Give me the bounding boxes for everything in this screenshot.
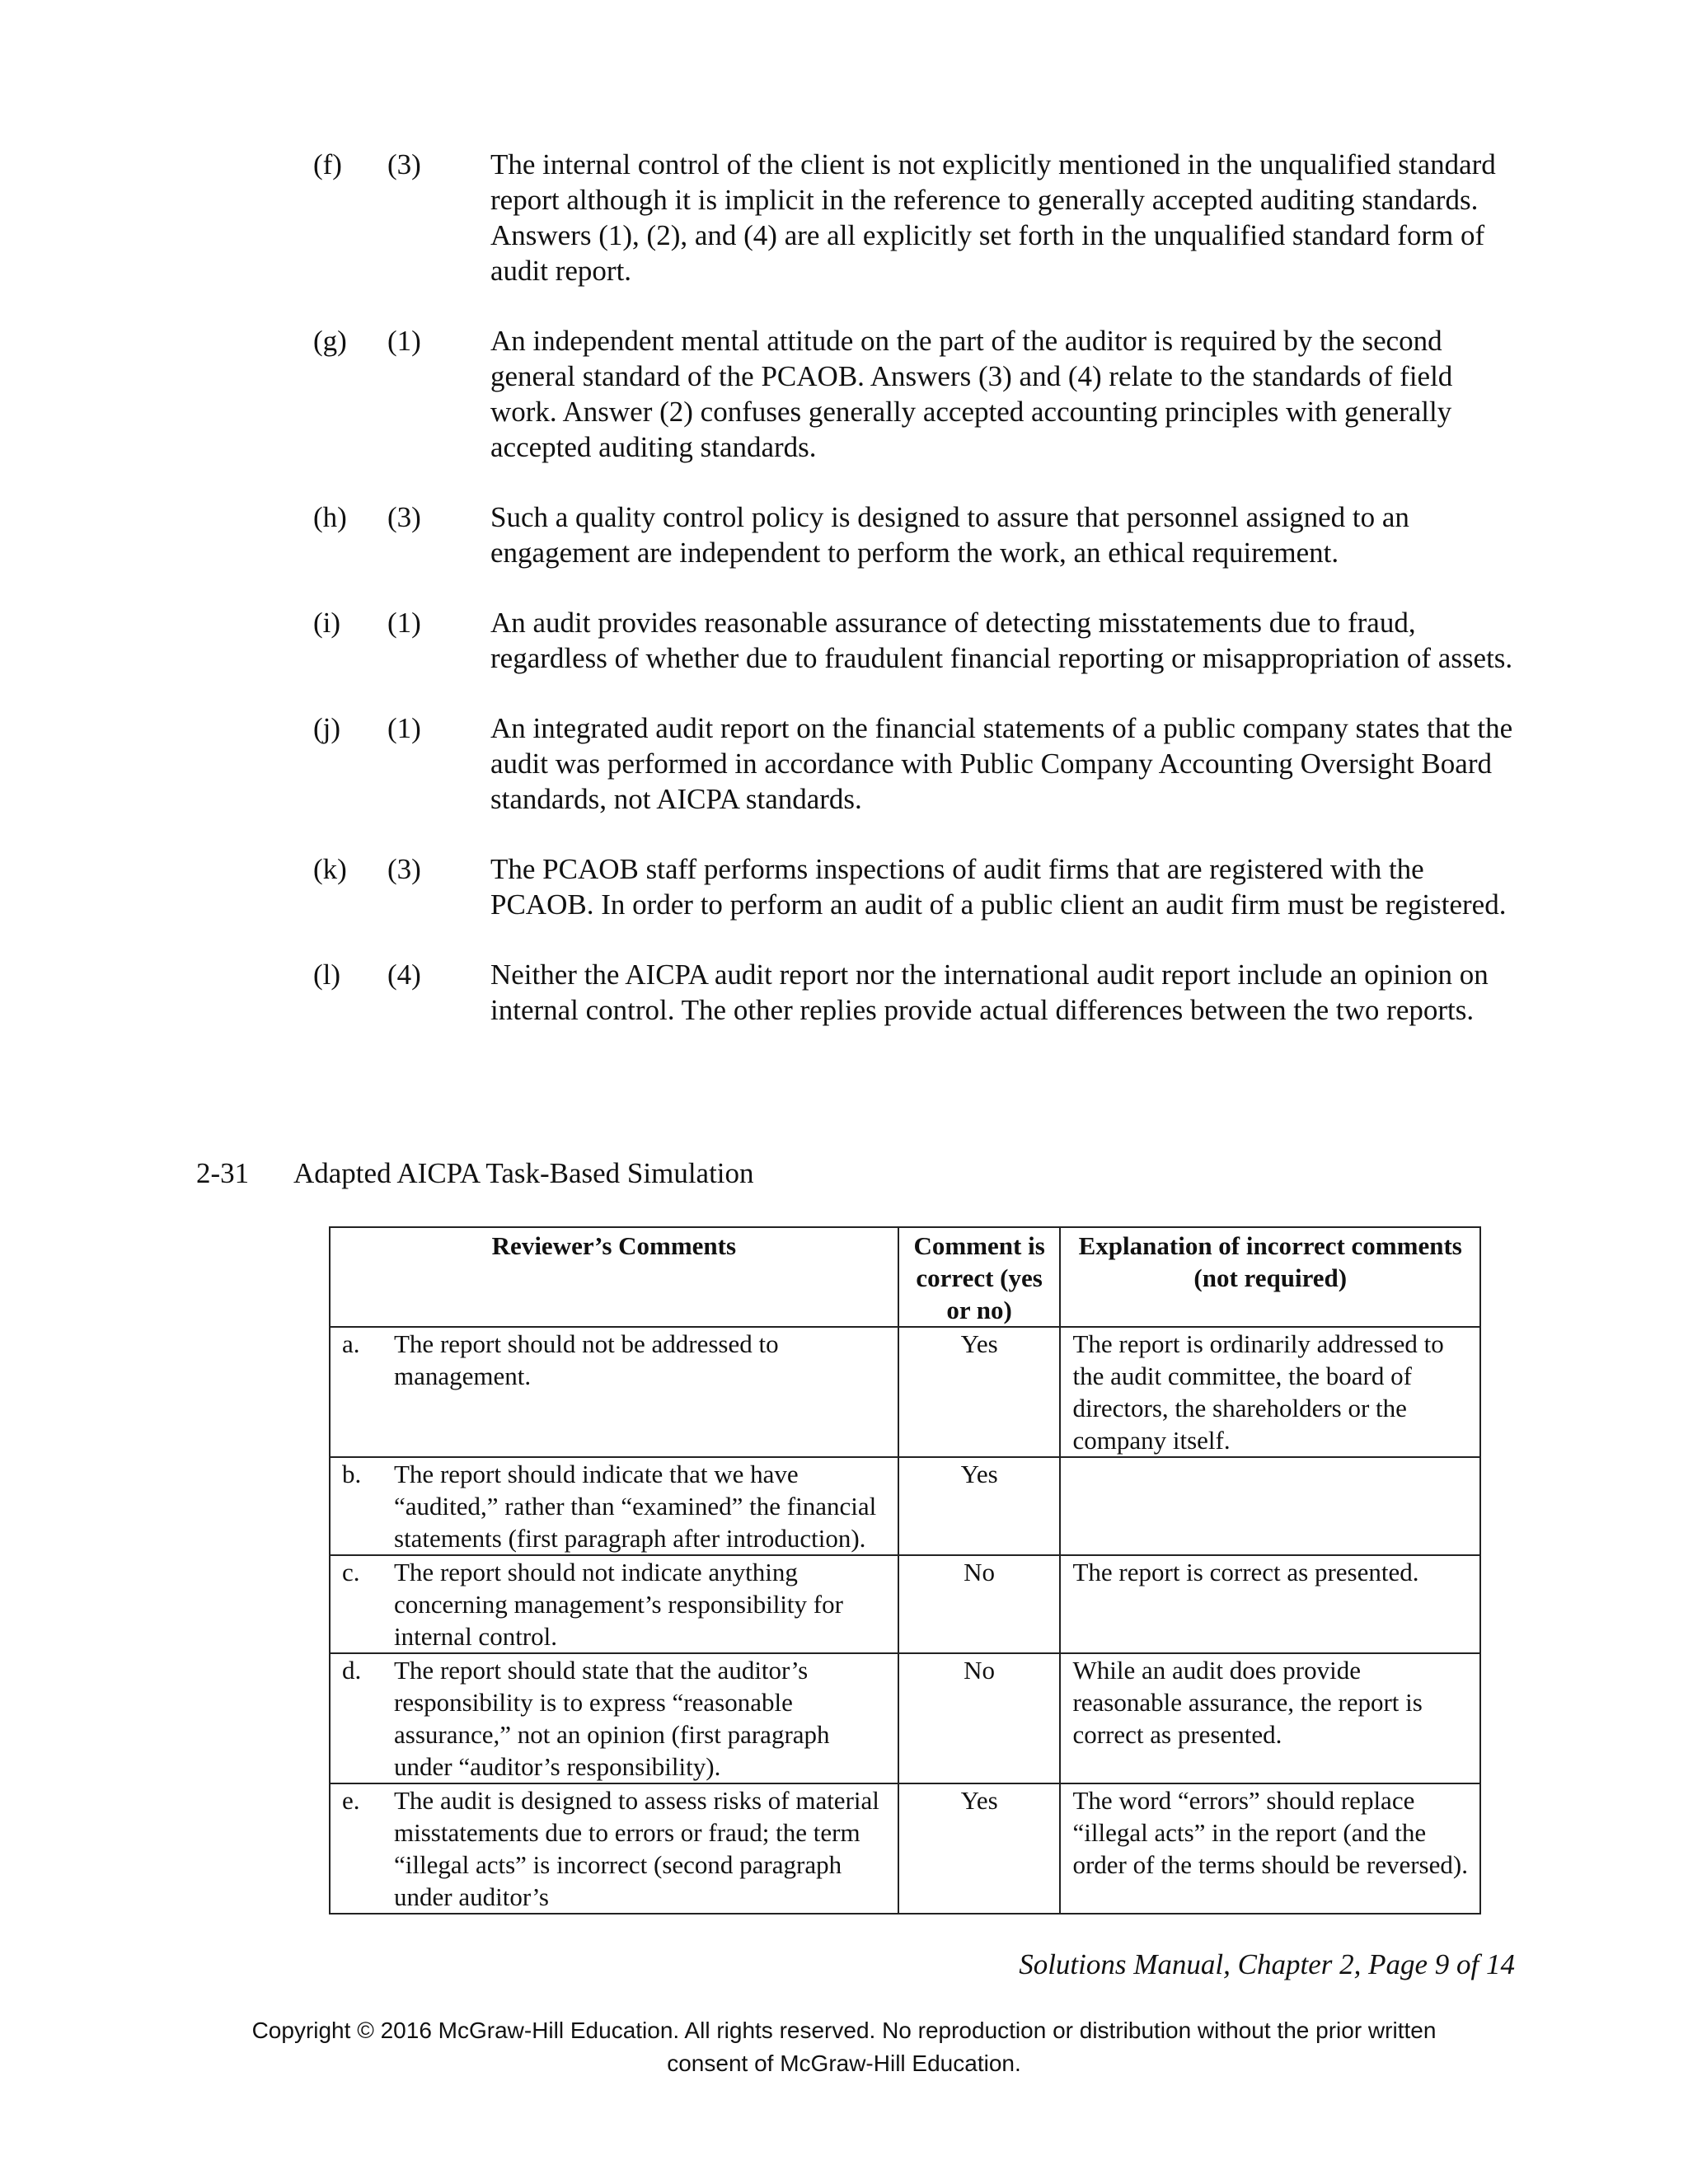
row-letter: c.: [342, 1558, 360, 1586]
comment-cell: [330, 1783, 898, 1914]
comment-text: The report should indicate that we have “audited,” rather than “examined” the financial statements (first paragraph after introduction).: [394, 1460, 877, 1553]
correct-cell: Yes: [898, 1327, 1061, 1457]
explanation-cell: The report is ordinarily addressed to the audit committee, the board of directors, the shareholders or the company itself.: [1060, 1327, 1480, 1457]
header-comment-correct: Comment is correct (yes or no): [898, 1227, 1061, 1327]
answer-letter: (f): [313, 148, 342, 180]
answer-text: The internal control of the client is not explicitly mentioned in the unqualified standard report although it is implicit in the reference to generally accepted auditing standards. Answers (1), (2), and (4) are all explicitly set forth in the unqualified standard form of audit report.: [490, 148, 1496, 287]
answer-letter: (i): [313, 607, 341, 639]
explanation-cell: The word “errors” should replace “illegal acts” in the report (and the order of the terms should be reversed).: [1060, 1783, 1480, 1914]
answer-text: An audit provides reasonable assurance of detecting misstatements due to fraud, regardless of whether due to fraudulent financial reporting or misappropriation of assets.: [490, 607, 1513, 674]
comment-text: The report should not indicate anything concerning management’s responsibility for internal control.: [394, 1558, 843, 1651]
explanation-cell: The report is correct as presented.: [1060, 1555, 1480, 1653]
correct-cell: Yes: [898, 1457, 1061, 1555]
row-letter: d.: [342, 1656, 362, 1685]
comment-cell: [330, 1653, 898, 1783]
answer-item-f: [313, 147, 1525, 288]
section-heading: [196, 1155, 754, 1191]
answer-number: (3): [387, 148, 421, 180]
answer-number: (1): [387, 712, 421, 744]
correct-cell: No: [898, 1555, 1061, 1653]
answer-number: (3): [387, 853, 421, 885]
header-explanation: Explanation of incorrect comments (not required): [1060, 1227, 1480, 1327]
header-reviewers-comments: Reviewer’s Comments: [330, 1227, 898, 1327]
table-row: [330, 1783, 1480, 1914]
answer-item-i: [313, 605, 1525, 676]
reviewer-comments-table: [329, 1226, 1481, 1915]
row-letter: e.: [342, 1786, 360, 1815]
table-row: [330, 1457, 1480, 1555]
answer-text: An integrated audit report on the financial statements of a public company states that the audit was performed in accordance with Public Company Accounting Oversight Board standards, not AICPA standards.: [490, 712, 1513, 815]
answer-text: The PCAOB staff performs inspections of audit firms that are registered with the PCAOB. In order to perform an audit of a public client an audit firm must be registered.: [490, 853, 1507, 921]
comment-text: The report should state that the auditor’s responsibility is to express “reasonable assurance,” not an opinion (first paragraph under “auditor’s responsibility).: [394, 1656, 830, 1781]
table-row: [330, 1327, 1480, 1457]
answer-letter: (g): [313, 325, 347, 357]
answer-item-g: [313, 323, 1525, 465]
row-letter: b.: [342, 1460, 362, 1488]
explanation-cell: While an audit does provide reasonable assurance, the report is correct as presented.: [1060, 1653, 1480, 1783]
answer-item-l: [313, 957, 1525, 1028]
answer-number: (1): [387, 325, 421, 357]
correct-cell: Yes: [898, 1783, 1061, 1914]
answer-letter: (j): [313, 712, 341, 744]
correct-cell: No: [898, 1653, 1061, 1783]
row-letter: a.: [342, 1329, 360, 1358]
answer-number: (3): [387, 501, 421, 533]
answer-item-h: [313, 499, 1525, 570]
section-number: 2-31: [196, 1157, 250, 1189]
copyright-notice: [0, 2014, 1688, 2080]
comment-text: The report should not be addressed to management.: [394, 1329, 779, 1390]
answer-number: (4): [387, 958, 421, 991]
answer-number: (1): [387, 607, 421, 639]
explanation-cell: [1060, 1457, 1480, 1555]
table-row: [330, 1653, 1480, 1783]
table-row: [330, 1555, 1480, 1653]
comment-cell: [330, 1327, 898, 1457]
copyright-line-2: consent of McGraw-Hill Education.: [667, 2050, 1021, 2076]
comment-cell: [330, 1555, 898, 1653]
answer-item-j: [313, 710, 1525, 817]
comment-cell: [330, 1457, 898, 1555]
answer-item-k: [313, 851, 1525, 922]
answer-letter: (h): [313, 501, 347, 533]
answer-text: Such a quality control policy is designed to assure that personnel assigned to an engagement are independent to perform the work, an ethical requirement.: [490, 501, 1409, 569]
table-header-row: [330, 1227, 1480, 1327]
answer-list: [313, 147, 1525, 1062]
answer-text: An independent mental attitude on the part of the auditor is required by the second general standard of the PCAOB. Answers (3) and (4) relate to the standards of field work. Answer (2) confuses generally accepted accounting principles with generally accepted auditing standards.: [490, 325, 1453, 463]
answer-letter: (k): [313, 853, 347, 885]
section-title: Adapted AICPA Task-Based Simulation: [293, 1157, 754, 1189]
page-footer-label: Solutions Manual, Chapter 2, Page 9 of 14: [1019, 1948, 1515, 1980]
comment-text: The audit is designed to assess risks of material misstatements due to errors or fraud; the term “illegal acts” is incorrect (second paragraph under auditor’s: [394, 1786, 879, 1911]
answer-text: Neither the AICPA audit report nor the international audit report include an opinion on internal control. The other replies provide actual differences between the two reports.: [490, 958, 1489, 1026]
answer-letter: (l): [313, 958, 341, 991]
copyright-line-1: Copyright © 2016 McGraw-Hill Education. All rights reserved. No reproduction or distribution without the prior written: [251, 2018, 1437, 2043]
